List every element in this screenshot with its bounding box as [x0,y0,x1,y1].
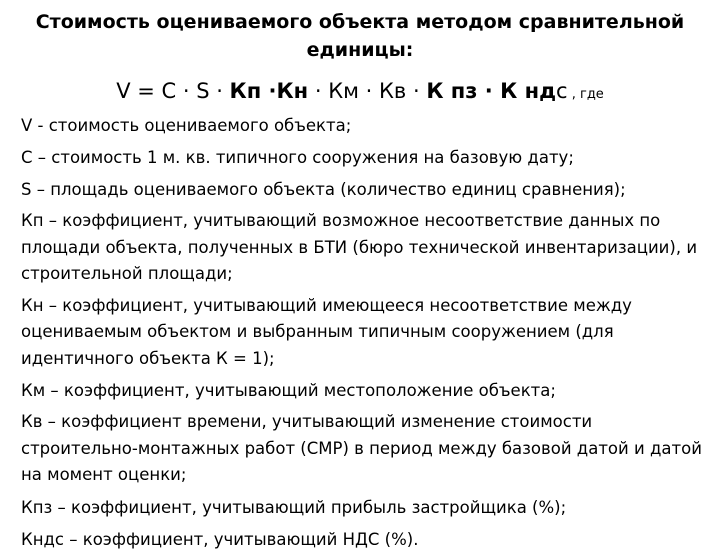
definition-knds: Кндс – коэффициент, учитывающий НДС (%). [21,529,419,549]
formula [20,76,700,110]
formula-part: V = C · S · [116,79,230,103]
definition-v: V - стоимость оцениваемого объекта; [21,116,352,135]
formula-suffix: , где [567,87,604,102]
definition-km: Км – коэффициент, учитывающий местоположение объекта; [21,381,556,400]
definition-s: S – площадь оцениваемого объекта (количество единиц сравнения); [21,180,626,199]
formula-part-bold: К пз · К нд [426,79,557,103]
definition-kn: Кн – коэффициент, учитывающий имеющееся несоответствие между оцениваемым объектом и выбранным типичным сооружением (для идентичного объекта К = 1); [21,295,632,368]
definition-kv: Кв – коэффициент времени, учитывающий изменение стоимости строительно-монтажных работ (СМР) в период между базовой датой и датой на момент оценки; [21,412,702,484]
slide-title: Стоимость оцениваемого объекта методом сравнительной единицы: [35,11,685,61]
definition-kpz: Кпз – коэффициент, учитывающий прибыль застройщика (%); [21,497,567,517]
formula-part-bold: Кп ·Кн [229,79,309,103]
formula-part: · Км · Кв · [308,79,427,103]
definitions-list [21,112,711,558]
formula-part: с [556,79,568,103]
definition-kp: Кп – коэффициент, учитывающий возможное несоответствие данных по площади объекта, полученных в БТИ (бюро технической инвентаризации), и строительной площади; [21,211,698,283]
definition-c: С – стоимость 1 м. кв. типичного сооружения на базовую дату; [21,148,574,167]
